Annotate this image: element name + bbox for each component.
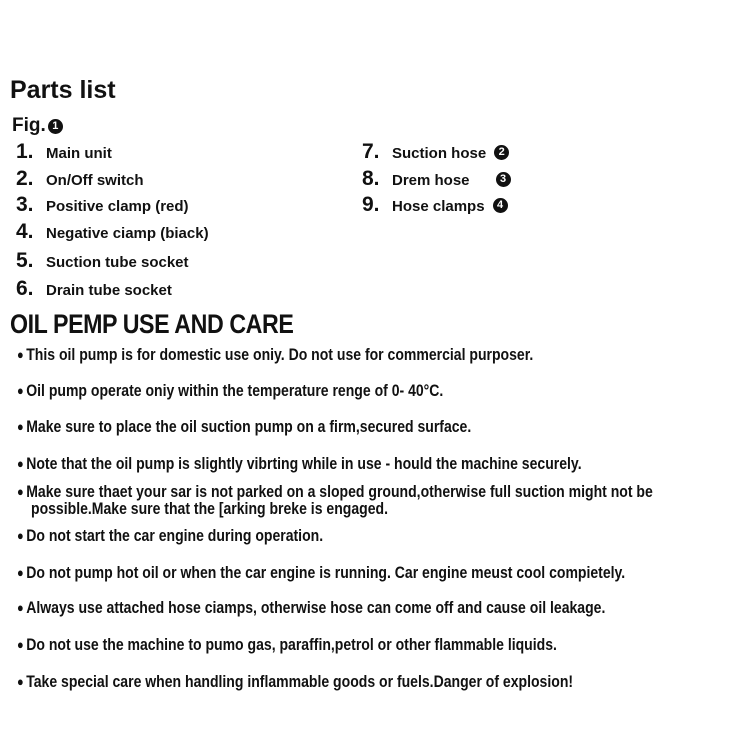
bullet-text: Make sure to place the oil suction pump on a firm,secured surface. [26, 418, 472, 436]
bullet-dot: ● [17, 419, 24, 434]
care-bullet-2 [17, 383, 443, 400]
care-bullet-5-continued [31, 501, 388, 517]
part-number: 5. [16, 249, 34, 272]
part-number: 8. [362, 167, 380, 190]
figure-label-text: Fig. [12, 115, 46, 136]
care-bullet-3 [17, 419, 471, 436]
part-number: 9. [362, 193, 380, 216]
part-item-2 [16, 167, 144, 191]
bullet-text: Take special care when handling inflammable goods or fuels.Danger of explosion! [26, 673, 574, 691]
part-number: 1. [16, 140, 34, 163]
part-number: 6. [16, 277, 34, 300]
bullet-text: Oil pump operate oniy within the temperature renge of 0- 40°C. [26, 382, 444, 400]
bullet-dot: ● [17, 674, 24, 689]
part-item-8 [362, 167, 511, 191]
part-label: Positive clamp (red) [46, 198, 189, 215]
care-bullet-4 [17, 456, 582, 473]
part-number: 3. [16, 193, 34, 216]
part-number: 4. [16, 220, 34, 243]
bullet-dot: ● [17, 600, 24, 615]
part-label: Drem hose [392, 172, 470, 189]
part-label: On/Off switch [46, 172, 144, 189]
care-heading: OIL PEMP USE AND CARE [10, 309, 294, 339]
figure-ref-badge: 3 [496, 172, 511, 187]
figure-ref-badge: 4 [493, 198, 508, 213]
bullet-dot: ● [17, 565, 24, 580]
bullet-dot: ● [17, 528, 24, 543]
bullet-dot: ● [17, 456, 24, 471]
part-item-6 [16, 277, 172, 301]
bullet-text: Make sure thaet your sar is not parked on a sloped ground,otherwise full suction might not be [26, 483, 653, 501]
part-label: Suction hose [392, 145, 487, 162]
bullet-dot: ● [17, 637, 24, 652]
part-item-9 [362, 193, 508, 217]
bullet-text: Always use attached hose ciamps, otherwise hose can come off and cause oil leakage. [26, 599, 606, 617]
care-bullet-5 [17, 484, 653, 501]
part-item-3 [16, 193, 189, 217]
part-label: Suction tube socket [46, 254, 189, 271]
care-bullet-10 [17, 674, 573, 691]
care-bullet-1 [17, 347, 533, 364]
figure-label [12, 115, 63, 137]
bullet-text: Do not pump hot oil or when the car engine is running. Car engine meust cool compietely. [26, 564, 626, 582]
part-item-7 [362, 140, 509, 164]
part-number: 7. [362, 140, 380, 163]
part-item-1 [16, 140, 112, 164]
care-bullet-9 [17, 637, 557, 654]
care-bullet-8 [17, 600, 605, 617]
bullet-text: This oil pump is for domestic use oniy. Do not use for commercial purposer. [26, 346, 534, 364]
parts-list-title: Parts list [10, 76, 116, 104]
bullet-text: Do not start the car engine during operation. [26, 527, 324, 545]
part-item-4 [16, 220, 209, 244]
care-bullet-7 [17, 565, 625, 582]
care-bullet-6 [17, 528, 323, 545]
part-label: Negative ciamp (biack) [46, 225, 209, 242]
part-label: Hose clamps [392, 198, 485, 215]
part-label: Drain tube socket [46, 282, 172, 299]
part-number: 2. [16, 167, 34, 190]
figure-ref-badge: 2 [494, 145, 509, 160]
figure-number-badge: 1 [48, 119, 63, 134]
part-item-5 [16, 249, 189, 273]
bullet-text: possible.Make sure that the [arking breke is engaged. [31, 500, 388, 518]
bullet-text: Note that the oil pump is slightly vibrting while in use - hould the machine securely. [26, 455, 582, 473]
bullet-dot: ● [17, 347, 24, 362]
part-label: Main unit [46, 145, 112, 162]
bullet-dot: ● [17, 484, 24, 499]
bullet-dot: ● [17, 383, 24, 398]
bullet-text: Do not use the machine to pumo gas, paraffin,petrol or other flammable liquids. [26, 636, 557, 654]
